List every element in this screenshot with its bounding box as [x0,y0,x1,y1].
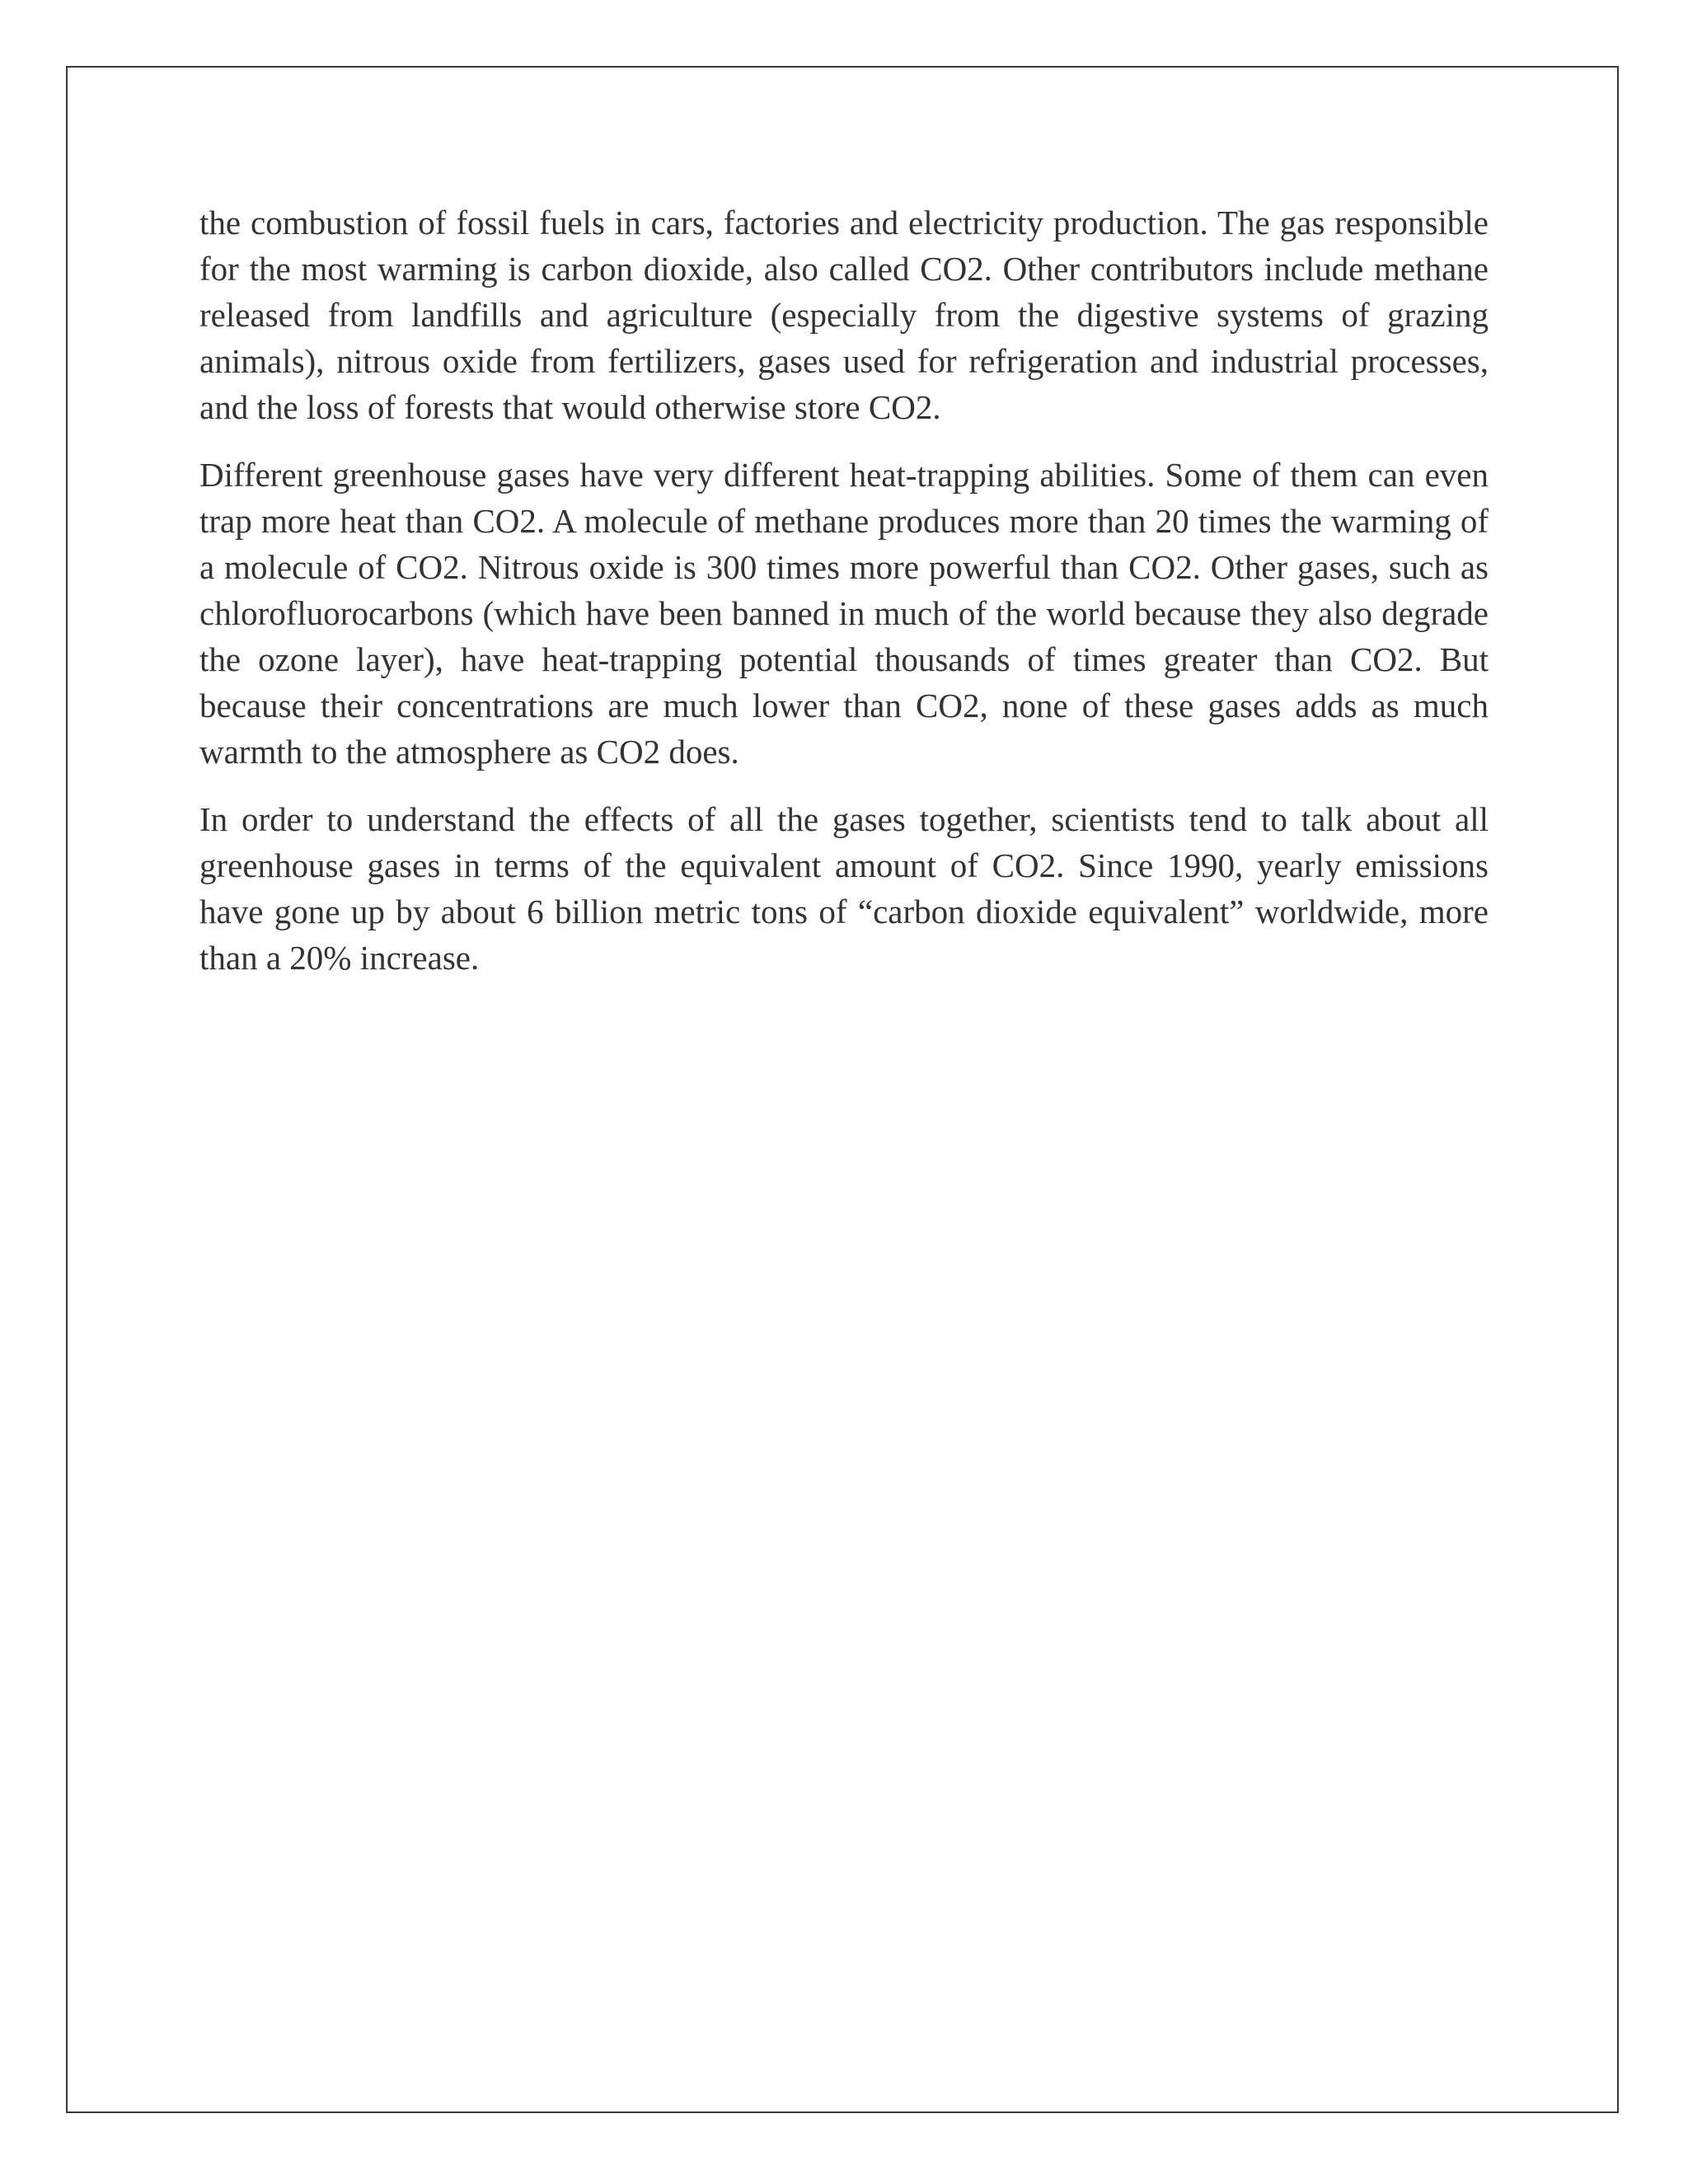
paragraph-co2-equivalent: In order to understand the effects of all the gases together, scientists tend to talk about all greenhouse gases in terms of the equivalent amount of CO2. Since 1990, yearly emissions have gone up by about 6 billion metric tons of “carbon dioxide equivalent” worldwide, more than a 20% increase. [199,800,1489,977]
paragraph-heat-trapping: Different greenhouse gases have very different heat-trapping abilities. Some of them can even trap more heat than CO2. A molecule of methane produces more than 20 times the warming of a molecule of CO2. Nitrous oxide is 300 times more powerful than CO2. Other gases, such as chlorofluorocarbons (which have been banned in much of the world because they also degrade the ozone layer), have heat-trapping potential thousands of times greater than CO2. But because their concentrations are much lower than CO2, none of these gases adds as much warmth to the atmosphere as CO2 does. [199,456,1489,771]
document-body [199,199,1489,1002]
paragraph-fossil-fuels: the combustion of fossil fuels in cars, factories and electricity production. The gas responsible for the most warming is carbon dioxide, also called CO2. Other contributors include methane released from landfills and agriculture (especially from the digestive systems of grazing animals), nitrous oxide from fertilizers, gases used for refrigeration and industrial processes, and the loss of forests that would otherwise store CO2. [199,204,1489,426]
